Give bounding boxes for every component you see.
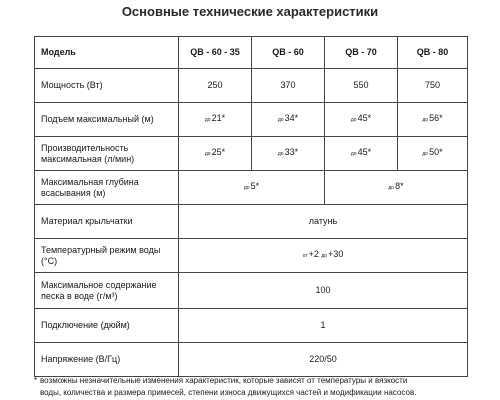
impeller-value: латунь — [179, 205, 468, 239]
page-title: Основные технические характеристики — [121, 4, 379, 19]
model-qb-60: QB - 60 — [252, 37, 325, 69]
prefix-text: до — [321, 253, 328, 259]
power-value: 550 — [325, 69, 398, 103]
table-row — [35, 309, 468, 343]
sand-label: Максимальное содержание песка в воде (г/м³) — [35, 273, 179, 309]
footnote — [34, 375, 480, 399]
connection-value: 1 — [179, 309, 468, 343]
prefix-text: до — [422, 151, 429, 157]
lift-value: до56* — [398, 103, 468, 137]
table-row — [35, 103, 468, 137]
capacity-label: Производительность максимальная (л/мин) — [35, 137, 179, 171]
model-qb-70: QB - 70 — [325, 37, 398, 69]
power-value: 370 — [252, 69, 325, 103]
prefix-text: до — [277, 151, 284, 157]
capacity-value: до33* — [252, 137, 325, 171]
table-row — [35, 69, 468, 103]
capacity-value: до25* — [179, 137, 252, 171]
lift-value: до21* — [179, 103, 252, 137]
lift-value: до34* — [252, 103, 325, 137]
prefix-text: от — [302, 253, 308, 259]
prefix-text: до — [422, 117, 429, 123]
model-qb-80: QB - 80 — [398, 37, 468, 69]
lift-value: до45* — [325, 103, 398, 137]
footnote-line-1: возможны незначительные изменения характеристик, которые зависят от температуры и вязкости — [40, 376, 408, 385]
footnote-star: * — [34, 376, 38, 385]
table-header-row — [35, 37, 468, 69]
power-value: 250 — [179, 69, 252, 103]
prefix-text: до — [243, 185, 250, 191]
spec-table — [34, 36, 468, 377]
impeller-label: Материал крыльчатки — [35, 205, 179, 239]
model-header-label: Модель — [35, 37, 179, 69]
prefix-text: до — [350, 117, 357, 123]
suction-value-left: до5* — [179, 171, 325, 205]
table-row — [35, 137, 468, 171]
suction-value-right: до8* — [325, 171, 468, 205]
table-row — [35, 239, 468, 273]
footnote-line-2: воды, количества и размера примесей, степени износа движущихся частей и модификации насосов. — [40, 388, 417, 397]
power-label: Мощность (Вт) — [35, 69, 179, 103]
sand-value: 100 — [179, 273, 468, 309]
capacity-value: до50* — [398, 137, 468, 171]
capacity-value: до45* — [325, 137, 398, 171]
voltage-label: Напряжение (В/Гц) — [35, 343, 179, 377]
power-value: 750 — [398, 69, 468, 103]
prefix-text: до — [204, 117, 211, 123]
lift-label: Подъем максимальный (м) — [35, 103, 179, 137]
table-row — [35, 273, 468, 309]
connection-label: Подключение (дюйм) — [35, 309, 179, 343]
table-row — [35, 171, 468, 205]
prefix-text: до — [277, 117, 284, 123]
temperature-value: от+2 до+30 — [179, 239, 468, 273]
model-qb-60-35: QB - 60 - 35 — [179, 37, 252, 69]
voltage-value: 220/50 — [179, 343, 468, 377]
temperature-label: Температурный режим воды (°C) — [35, 239, 179, 273]
prefix-text: до — [388, 185, 395, 191]
table-row — [35, 343, 468, 377]
suction-label: Максимальная глубина всасывания (м) — [35, 171, 179, 205]
prefix-text: до — [204, 151, 211, 157]
prefix-text: до — [350, 151, 357, 157]
table-row — [35, 205, 468, 239]
